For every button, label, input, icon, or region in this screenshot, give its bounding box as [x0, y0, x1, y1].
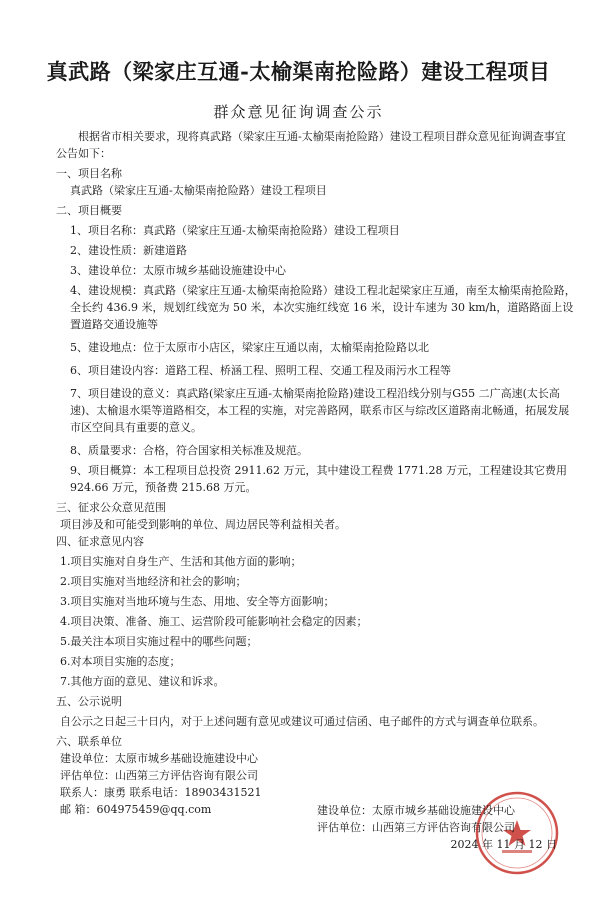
- document-title: 真武路（梁家庄互通-太榆渠南抢险路）建设工程项目: [46, 59, 551, 84]
- signature-construction-unit: 建设单位：太原市城乡基础设施建设中心: [317, 804, 515, 817]
- document-subtitle: 群众意见征询调查公示: [213, 103, 384, 121]
- contact-line: 邮 箱：604975459@qq.com: [60, 803, 212, 816]
- section-2-item: 2、建设性质：新建道路: [70, 244, 187, 257]
- section-4-item: 6.对本项目实施的态度；: [60, 655, 181, 668]
- section-4-item: 3.项目实施对当地环境与生态、用地、安全等方面影响；: [60, 595, 335, 608]
- section-2-item: 7、项目建设的意义：真武路(梁家庄互通-太榆渠南抢险路)建设工程沿线分别与G55 二广高速(太长高速)、太榆退水渠等道路相交，本工程的实施，对完善路网，联系市区与综改区道路南北畅通，拓展发展市区空间具有重要的意义。: [70, 387, 570, 434]
- signature-evaluation-unit: 评估单位：山西第三方评估咨询有限公司: [317, 821, 515, 834]
- section-4-item: 7.其他方面的意见、建议和诉求。: [60, 675, 225, 688]
- section-2-item: 4、建设规模：真武路（梁家庄互通-太榆渠南抢险路）建设工程北起梁家庄互通，南至太榆渠南抢险路，全长约 436.9 米，规划红线宽为 50 米，本次实施红线宽 16 米，设计车速为 30 km/h，道路路面上设置道路交通设施等: [70, 284, 576, 331]
- signature-date: 2024 年 11 月 12 日: [450, 838, 557, 851]
- section-4-item: 4.项目决策、准备、施工、运营阶段可能影响社会稳定的因素；: [60, 615, 368, 628]
- section-2-item: 9、项目概算：本工程项目总投资 2911.62 万元，其中建设工程费 1771.28 万元，工程建设其它费用 924.66 万元，预备费 215.68 万元。: [70, 464, 567, 494]
- document-body: [56, 128, 576, 818]
- section-2-item: 1、项目名称：真武路（梁家庄互通-太榆渠南抢险路）建设工程项目: [70, 224, 400, 237]
- section-2-item: 6、项目建设内容：道路工程、桥涵工程、照明工程、交通工程及雨污水工程等: [70, 364, 451, 377]
- section-6-heading: 六、联系单位: [56, 735, 122, 748]
- section-2-item: 8、质量要求：合格，符合国家相关标准及规范。: [70, 444, 308, 457]
- contact-line: 建设单位：太原市城乡基础设施建设中心: [60, 752, 258, 765]
- section-2-item: 5、建设地点：位于太原市小店区，梁家庄互通以南，太榆渠南抢险路以北: [70, 341, 429, 354]
- contact-line: 评估单位：山西第三方评估咨询有限公司: [60, 769, 258, 782]
- section-1-heading: 一、项目名称: [56, 167, 122, 180]
- section-4-item: 5.最关注本项目实施过程中的哪些问题；: [60, 635, 258, 648]
- section-2-heading: 二、项目概要: [56, 204, 122, 217]
- section-5-text: 自公示之日起三十日内，对于上述问题有意见或建议可通过信函、电子邮件的方式与调查单位联系。: [60, 715, 544, 728]
- section-4-heading: 四、征求意见内容: [56, 535, 144, 548]
- section-3-heading: 三、征求公众意见范围: [56, 501, 166, 514]
- section-5-heading: 五、公示说明: [56, 695, 122, 708]
- section-4-item: 2.项目实施对当地经济和社会的影响；: [60, 575, 247, 588]
- section-1-text: 真武路（梁家庄互通-太榆渠南抢险路）建设工程项目: [70, 184, 327, 197]
- intro-paragraph: 根据省市相关要求，现将真武路（梁家庄互通-太榆渠南抢险路）建设工程项目群众意见征询调查事宜公告如下：: [56, 130, 566, 160]
- contact-line: 联系人：康勇 联系电话：18903431521: [60, 786, 262, 799]
- section-4-item: 1.项目实施对自身生产、生活和其他方面的影响；: [60, 555, 302, 568]
- section-2-item: 3、建设单位：太原市城乡基础设施建设中心: [70, 264, 286, 277]
- section-3-text: 项目涉及和可能受到影响的单位、周边居民等利益相关者。: [60, 518, 346, 531]
- signature-block: [317, 802, 557, 853]
